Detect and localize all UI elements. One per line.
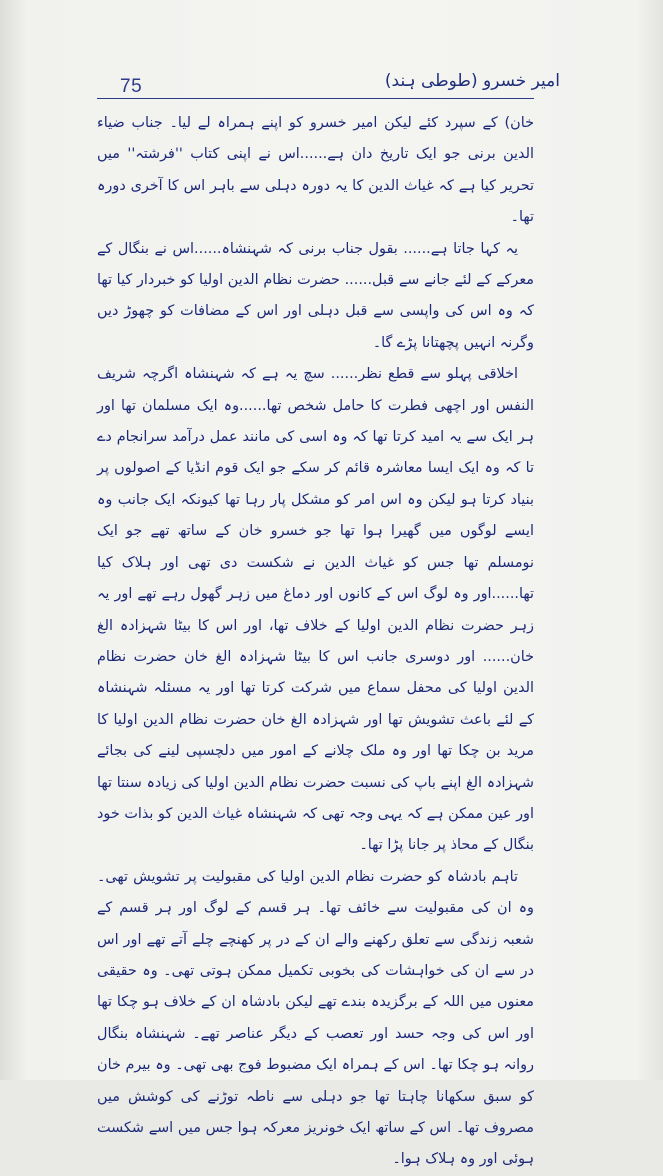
header-rule (97, 98, 534, 99)
page-number: 75 (120, 76, 143, 97)
paragraph-3: اخلاقی پہلو سے قطع نظر...... سچ یہ ہے کہ شہنشاہ اگرچہ شریف النفس اور اچھی فطرت کا حامل شخص تھا......وہ ایک مسلمان تھا اور ہر ایک سے یہ امید کرتا تھا کہ وہ اسی کی مانند عمل درآمد سرانجام دے تا کہ وہ ایک ایسا معاشرہ قائم کر سکے جو ایک قوم انڈیا کے اصولوں پر بنیاد کرتا ہو لیکن وہ اس امر کو مشکل پار رہا تھا کیونکہ ایک جانب وہ ایسے لوگوں میں گھیرا ہوا تھا جو خسرو خان کے ساتھ تھے جو ایک نومسلم تھا جس کو غیاث الدین نے شکست دی تھی اور ہلاک کیا تھا......اور وہ لوگ اس کے کانوں اور دماغ میں زہر گھول رہے تھے اور یہ زہر حضرت نظام الدین اولیا کے خلاف تھا، اور اس کا بیٹا شہزادہ الغ خان...... اور دوسری جانب اس کا بیٹا شہزادہ الغ خان حضرت نظام الدین اولیا کی محفل سماع میں شرکت کرتا تھا اور یہ مسئلہ شہنشاہ کے لئے باعث تشویش تھا اور شہزادہ الغ خان حضرت نظام الدین اولیا کا مرید بن چکا تھا اور وہ ملک چلانے کے امور میں دلچسپی لینے کی بجائے شہزادہ الغ اپنے باپ کی نسبت حضرت نظام الدین اولیا کی زیادہ سنتا تھا اور عین ممکن ہے کہ یہی وجہ تھی کہ شہنشاہ غیاث الدین کو بذات خود بنگال کے محاذ پر جانا پڑا تھا۔ (97, 366, 534, 854)
running-title: امیر خسرو (طوطی ہند) (384, 71, 560, 91)
page-body-text (97, 108, 534, 1176)
paragraph-4: تاہم بادشاہ کو حضرت نظام الدین اولیا کی مقبولیت پر تشویش تھی۔ وہ ان کی مقبولیت سے خائف تھا۔ ہر قسم کے لوگ اور ہر قسم کے شعبہ زندگی سے تعلق رکھنے والے ان کے در پر کھنچے چلے آتے تھے اور اس در سے ان کی خواہشات کی بخوبی تکمیل ممکن ہوتی تھی۔ وہ حقیقی معنوں میں اللہ کے برگزیدہ بندے تھے لیکن بادشاہ ان کے خلاف ہو چکا تھا اور اس کی وجہ حسد اور تعصب کے دیگر عناصر تھے۔ شہنشاہ بنگال روانہ ہو چکا تھا۔ اس کے ہمراہ ایک مضبوط فوج بھی تھی۔ وہ بیرم خان کو سبق سکھانا چاہتا تھا جو دہلی سے ناطہ توڑنے کی کوشش میں مصروف تھا۔ اس کے ساتھ ایک خونریز معرکہ ہوا جس میں اسے شکست ہوئی اور وہ ہلاک ہوا۔ (97, 868, 534, 1168)
paragraph-2: یہ کہا جاتا ہے...... بقول جناب برنی کہ شہنشاہ......اس نے بنگال کے معرکے کے لئے جانے سے قبل...... حضرت نظام الدین اولیا کو خبردار کیا تھا کہ وہ اس کی واپسی سے قبل دہلی اور اس کے مضافات کو چھوڑ دیں وگرنہ انہیں پچھتانا پڑے گا۔ (97, 240, 534, 351)
paragraph-1: خان) کے سپرد کئے لیکن امیر خسرو کو اپنے ہمراہ لے لیا۔ جناب ضیاء الدین برنی جو ایک تاریخ دان ہے......اس نے اپنی کتاب ''فرشتہ'' میں تحریر کیا ہے کہ غیاث الدین کا یہ دورہ دہلی سے باہر اس کا آخری دورہ تھا۔ (97, 115, 534, 226)
